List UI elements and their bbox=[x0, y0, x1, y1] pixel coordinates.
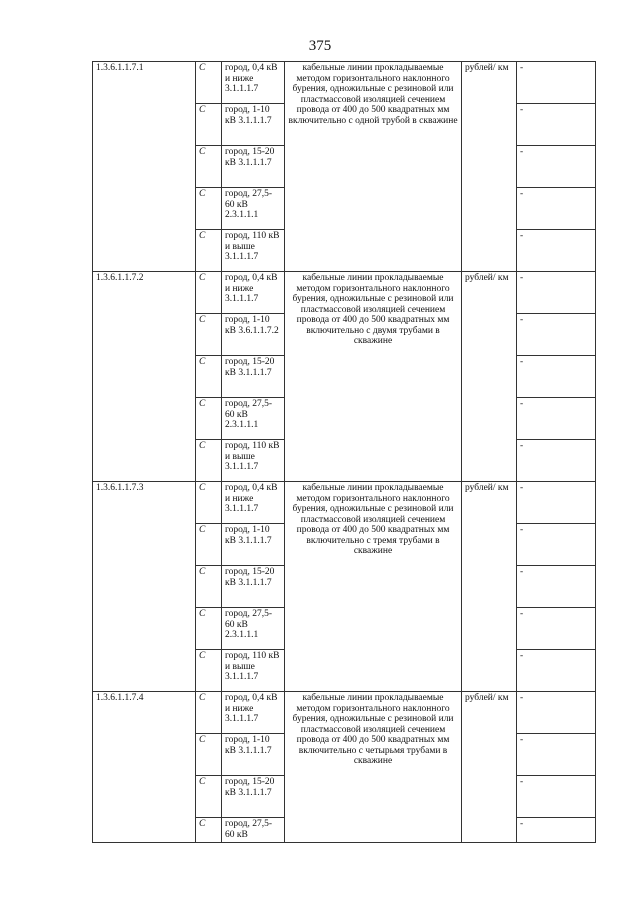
description-cell: кабельные линии прокладываемые методом горизонтального наклонного бурения, одножильные с резиновой или пластмассовой изоляцией сечением провода от 400 до 500 квадратных мм включительно с одной трубой в скважине bbox=[285, 62, 462, 272]
zone-cell: город, 1-10 кВ 3.1.1.1.7 bbox=[222, 524, 285, 566]
unit-cell: рублей/ км bbox=[462, 62, 517, 272]
category-letter: С bbox=[196, 734, 222, 776]
category-letter: С bbox=[196, 230, 222, 272]
zone-cell: город, 27,5-60 кВ 2.3.1.1.1 bbox=[222, 188, 285, 230]
zone-cell: город, 0,4 кВ и ниже 3.1.1.1.7 bbox=[222, 272, 285, 314]
unit-cell: рублей/ км bbox=[462, 482, 517, 692]
category-letter: С bbox=[196, 356, 222, 398]
category-letter: С bbox=[196, 272, 222, 314]
category-letter: С bbox=[196, 314, 222, 356]
value-cell: - bbox=[517, 692, 596, 734]
value-cell: - bbox=[517, 398, 596, 440]
zone-cell: город, 110 кВ и выше 3.1.1.1.7 bbox=[222, 650, 285, 692]
category-letter: С bbox=[196, 692, 222, 734]
category-letter: С bbox=[196, 398, 222, 440]
description-cell: кабельные линии прокладываемые методом горизонтального наклонного бурения, одножильные с резиновой или пластмассовой изоляцией сечением провода от 400 до 500 квадратных мм включительно с тремя трубами в скважине bbox=[285, 482, 462, 692]
value-cell: - bbox=[517, 440, 596, 482]
page-number: 375 bbox=[308, 38, 332, 54]
zone-cell: город, 15-20 кВ 3.1.1.1.7 bbox=[222, 776, 285, 818]
zone-cell: город, 0,4 кВ и ниже 3.1.1.1.7 bbox=[222, 482, 285, 524]
category-letter: С bbox=[196, 104, 222, 146]
unit-cell: рублей/ км bbox=[462, 272, 517, 482]
value-cell: - bbox=[517, 818, 596, 843]
value-cell: - bbox=[517, 62, 596, 104]
zone-cell: город, 110 кВ и выше 3.1.1.1.7 bbox=[222, 230, 285, 272]
value-cell: - bbox=[517, 230, 596, 272]
table-row bbox=[93, 692, 596, 734]
value-cell: - bbox=[517, 482, 596, 524]
category-letter: С bbox=[196, 650, 222, 692]
zone-cell: город, 15-20 кВ 3.1.1.1.7 bbox=[222, 356, 285, 398]
table-row bbox=[93, 482, 596, 524]
tariff-code: 1.3.6.1.1.7.1 bbox=[93, 62, 196, 272]
zone-cell: город, 0,4 кВ и ниже 3.1.1.1.7 bbox=[222, 62, 285, 104]
zone-cell: город, 1-10 кВ 3.6.1.1.7.2 bbox=[222, 314, 285, 356]
value-cell: - bbox=[517, 776, 596, 818]
zone-cell: город, 15-20 кВ 3.1.1.1.7 bbox=[222, 566, 285, 608]
table-row bbox=[93, 272, 596, 314]
table-row bbox=[93, 62, 596, 104]
value-cell: - bbox=[517, 650, 596, 692]
zone-cell: город, 27,5-60 кВ 2.3.1.1.1 bbox=[222, 398, 285, 440]
category-letter: С bbox=[196, 608, 222, 650]
unit-cell: рублей/ км bbox=[462, 692, 517, 843]
value-cell: - bbox=[517, 146, 596, 188]
category-letter: С bbox=[196, 818, 222, 843]
description-cell: кабельные линии прокладываемые методом горизонтального наклонного бурения, одножильные с резиновой или пластмассовой изоляцией сечением провода от 400 до 500 квадратных мм включительно с двумя трубами в скважине bbox=[285, 272, 462, 482]
value-cell: - bbox=[517, 356, 596, 398]
value-cell: - bbox=[517, 524, 596, 566]
zone-cell: город, 27,5-60 кВ bbox=[222, 818, 285, 843]
value-cell: - bbox=[517, 104, 596, 146]
tariff-code: 1.3.6.1.1.7.2 bbox=[93, 272, 196, 482]
category-letter: С bbox=[196, 482, 222, 524]
category-letter: С bbox=[196, 440, 222, 482]
zone-cell: город, 15-20 кВ 3.1.1.1.7 bbox=[222, 146, 285, 188]
value-cell: - bbox=[517, 272, 596, 314]
category-letter: С bbox=[196, 146, 222, 188]
zone-cell: город, 1-10 кВ 3.1.1.1.7 bbox=[222, 734, 285, 776]
tariff-code: 1.3.6.1.1.7.4 bbox=[93, 692, 196, 843]
zone-cell: город, 0,4 кВ и ниже 3.1.1.1.7 bbox=[222, 692, 285, 734]
tariff-table bbox=[92, 61, 596, 843]
tariff-code: 1.3.6.1.1.7.3 bbox=[93, 482, 196, 692]
zone-cell: город, 1-10 кВ 3.1.1.1.7 bbox=[222, 104, 285, 146]
zone-cell: город, 110 кВ и выше 3.1.1.1.7 bbox=[222, 440, 285, 482]
value-cell: - bbox=[517, 734, 596, 776]
value-cell: - bbox=[517, 608, 596, 650]
zone-cell: город, 27,5-60 кВ 2.3.1.1.1 bbox=[222, 608, 285, 650]
value-cell: - bbox=[517, 314, 596, 356]
category-letter: С bbox=[196, 776, 222, 818]
description-cell: кабельные линии прокладываемые методом горизонтального наклонного бурения, одножильные с резиновой или пластмассовой изоляцией сечением провода от 400 до 500 квадратных мм включительно с четырьмя трубами в скважине bbox=[285, 692, 462, 843]
value-cell: - bbox=[517, 188, 596, 230]
value-cell: - bbox=[517, 566, 596, 608]
category-letter: С bbox=[196, 188, 222, 230]
category-letter: С bbox=[196, 62, 222, 104]
category-letter: С bbox=[196, 524, 222, 566]
category-letter: С bbox=[196, 566, 222, 608]
